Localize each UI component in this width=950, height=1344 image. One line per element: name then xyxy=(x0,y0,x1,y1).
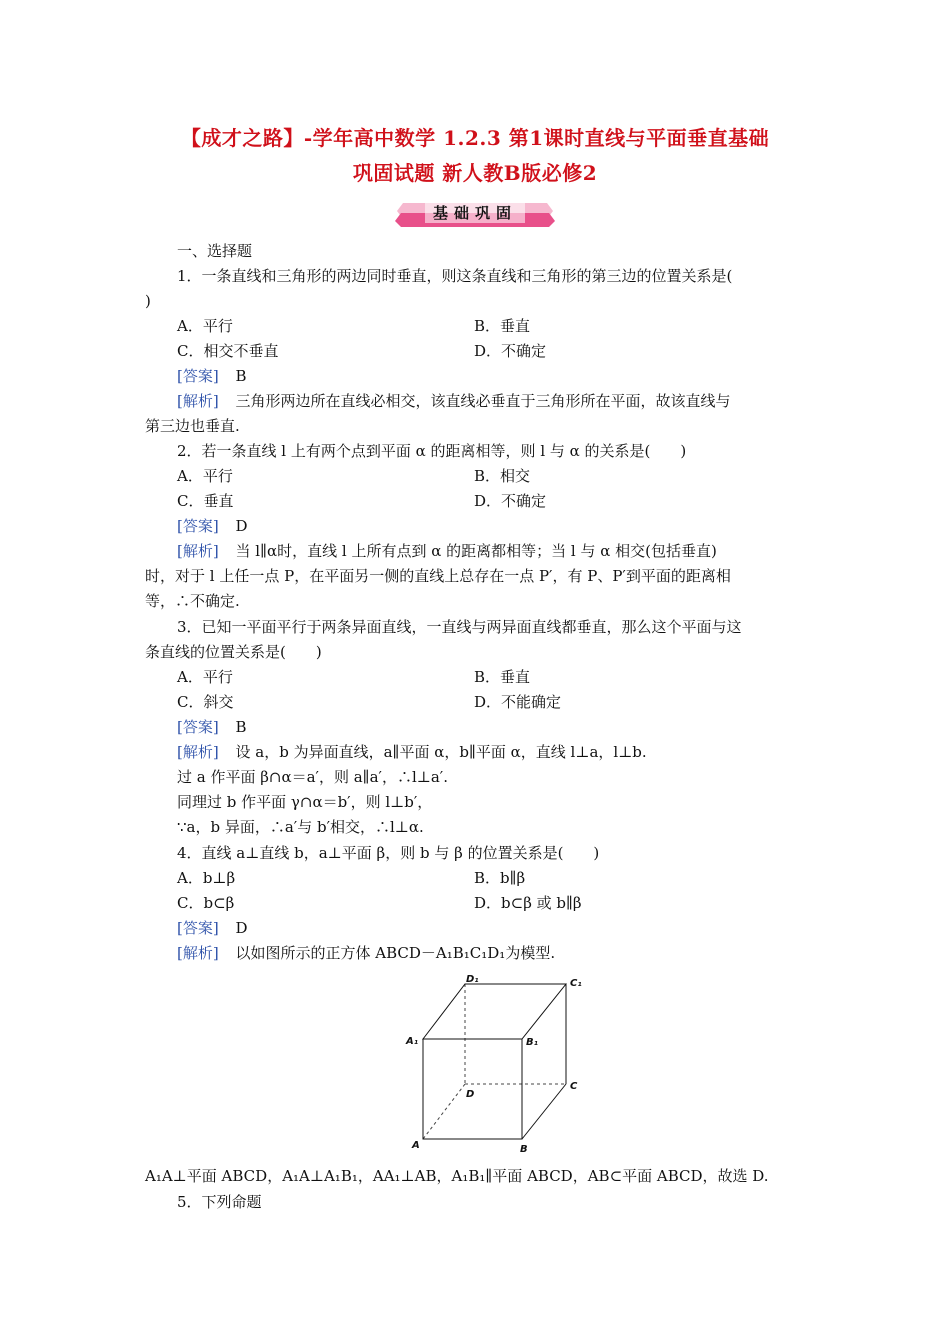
vertex-label-c1: C₁ xyxy=(570,978,582,989)
q3-analysis-line-3: 同理过 b 作平面 γ∩α＝b′，则 l⊥b′， xyxy=(177,793,433,811)
q4-option-c: C．b⊂β xyxy=(177,894,235,912)
q1-stem-cont: ) xyxy=(145,292,151,310)
vertex-label-d: D xyxy=(466,1089,475,1100)
banner-label: 基础巩固 xyxy=(432,204,517,222)
q4-analysis: 以如图所示的正方体 ABCD－A₁B₁C₁D₁为模型. xyxy=(235,944,556,962)
document-title-line-2: 巩固试题 新人教B版必修2 xyxy=(352,161,598,185)
q2-option-d: D．不确定 xyxy=(474,492,547,510)
cube-figure xyxy=(398,972,598,1157)
q2-analysis: 当 l∥α时，直线 l 上所有点到 α 的距离都相等；当 l 与 α 相交(包括垂直) xyxy=(235,542,717,560)
q4-option-d: D．b⊂β 或 b∥β xyxy=(474,894,582,912)
q2-stem: 2．若一条直线 l 上有两个点到平面 α 的距离相等，则 l 与 α 的关系是( ) xyxy=(177,442,687,460)
q1-option-c: C．相交不垂直 xyxy=(177,342,279,360)
q3-option-c: C．斜交 xyxy=(177,693,234,711)
q4-stem: 4．直线 a⊥直线 b，a⊥平面 β，则 b 与 β 的位置关系是( ) xyxy=(177,844,600,862)
q1-analysis-row xyxy=(177,391,731,411)
edge-da-hidden xyxy=(423,1084,465,1139)
vertex-label-c: C xyxy=(570,1081,578,1092)
q3-option-a: A．平行 xyxy=(177,668,233,686)
edge-cb xyxy=(522,1084,566,1139)
q2-option-c: C．垂直 xyxy=(177,492,234,510)
q4-option-a: A．b⊥β xyxy=(177,869,236,887)
q1-answer-row xyxy=(177,366,247,386)
q2-option-a: A．平行 xyxy=(177,467,233,485)
q3-analysis: 设 a，b 为异面直线，a∥平面 α，b∥平面 α，直线 l⊥a，l⊥b. xyxy=(235,743,647,761)
cube-top-face xyxy=(423,984,566,1039)
section-heading: 一、选择题 xyxy=(177,242,253,260)
q4-conclusion: A₁A⊥平面 ABCD，A₁A⊥A₁B₁，AA₁⊥AB，A₁B₁∥平面 ABCD，AB⊂平面 ABCD，故选 D. xyxy=(145,1167,769,1185)
answer-tag: [答案] xyxy=(177,367,219,385)
q3-option-d: D．不能确定 xyxy=(474,693,562,711)
q3-answer-row xyxy=(177,717,247,737)
vertex-label-a1: A₁ xyxy=(406,1036,419,1047)
q3-stem: 3．已知一平面平行于两条异面直线，一直线与两异面直线都垂直，那么这个平面与这 xyxy=(177,618,742,636)
vertex-label-b1: B₁ xyxy=(526,1037,539,1048)
answer-tag: [答案] xyxy=(177,919,219,937)
q1-option-d: D．不确定 xyxy=(474,342,547,360)
analysis-tag: [解析] xyxy=(177,944,219,962)
q1-option-b: B．垂直 xyxy=(474,317,531,335)
q3-stem-cont: 条直线的位置关系是( ) xyxy=(145,643,322,661)
q2-analysis-cont-2: 等，∴不确定. xyxy=(145,592,240,610)
q1-answer: B xyxy=(235,367,247,385)
q3-analysis-line-2: 过 a 作平面 β∩α＝a′，则 a∥a′，∴l⊥a′. xyxy=(177,768,448,786)
analysis-tag: [解析] xyxy=(177,542,219,560)
q4-answer-row xyxy=(177,918,248,938)
q1-analysis-cont: 第三边也垂直. xyxy=(145,417,240,435)
q4-analysis-row xyxy=(177,943,555,963)
q3-option-b: B．垂直 xyxy=(474,668,531,686)
answer-tag: [答案] xyxy=(177,718,219,736)
analysis-tag: [解析] xyxy=(177,392,219,410)
analysis-tag: [解析] xyxy=(177,743,219,761)
answer-tag: [答案] xyxy=(177,517,219,535)
q3-analysis-line-4: ∵a，b 异面，∴a′与 b′相交，∴l⊥α. xyxy=(177,818,424,836)
vertex-label-a: A xyxy=(412,1140,420,1151)
q2-analysis-cont-1: 时，对于 l 上任一点 P，在平面另一侧的直线上总存在一点 P′，有 P、P′到平面的距离相 xyxy=(145,567,731,585)
q2-answer: D xyxy=(235,517,248,535)
q1-option-a: A．平行 xyxy=(177,317,233,335)
document-title-line-1: 【成才之路】-学年高中数学 1.2.3 第1课时直线与平面垂直基础 xyxy=(180,126,770,150)
vertex-label-b: B xyxy=(520,1144,528,1155)
q2-analysis-row xyxy=(177,541,717,561)
q2-option-b: B．相交 xyxy=(474,467,531,485)
q3-analysis-row xyxy=(177,742,647,762)
section-banner xyxy=(395,199,555,229)
vertex-label-d1: D₁ xyxy=(466,974,479,985)
q4-option-b: B．b∥β xyxy=(474,869,526,887)
q4-answer: D xyxy=(235,919,248,937)
q1-stem: 1．一条直线和三角形的两边同时垂直，则这条直线和三角形的第三边的位置关系是( xyxy=(177,267,733,285)
q1-analysis: 三角形两边所在直线必相交，该直线必垂直于三角形所在平面，故该直线与 xyxy=(235,392,731,410)
q5-stem: 5．下列命题 xyxy=(177,1193,262,1211)
q2-answer-row xyxy=(177,516,248,536)
q3-answer: B xyxy=(235,718,247,736)
